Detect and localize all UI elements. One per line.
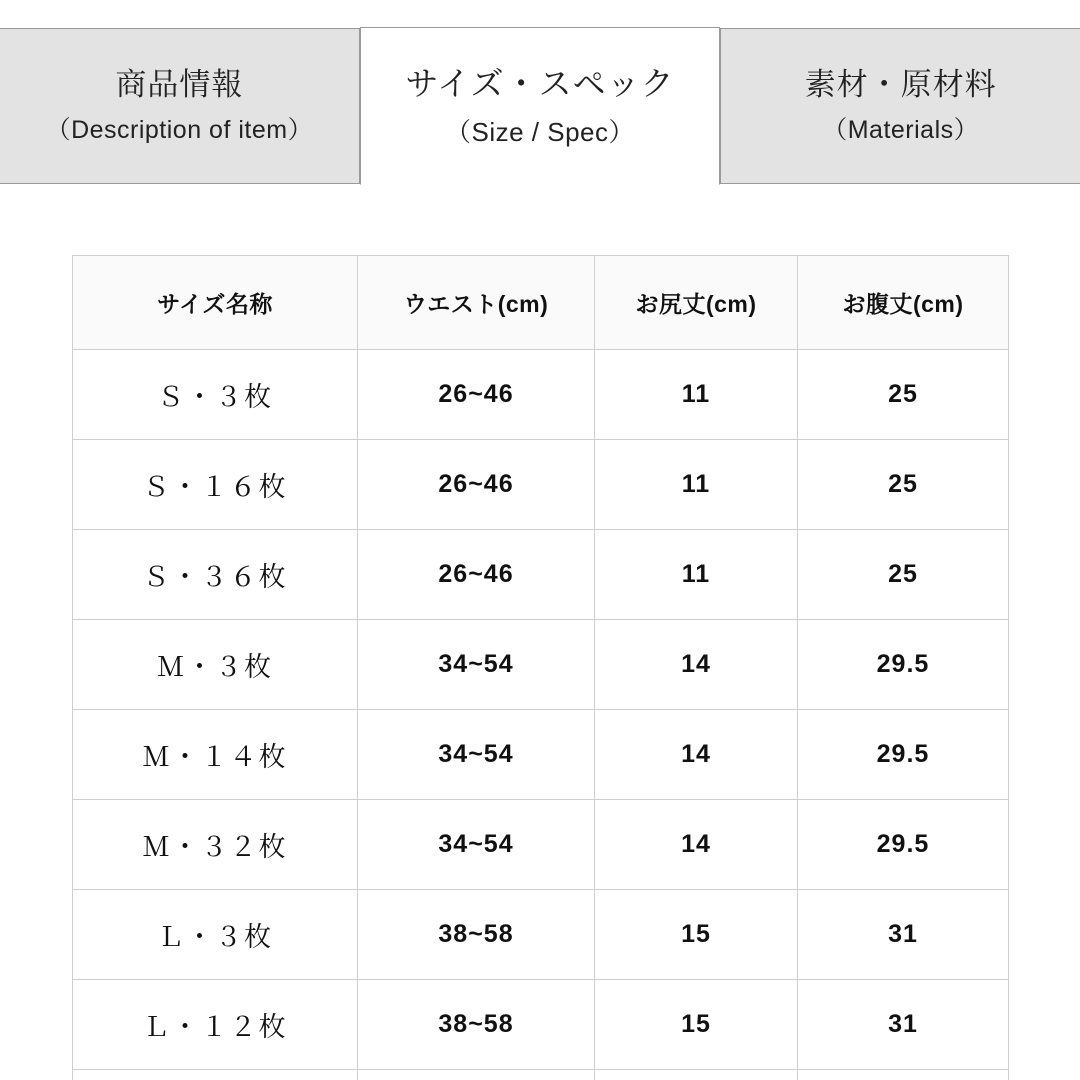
cell-waist: [358, 1070, 595, 1080]
tab-size-spec[interactable]: [360, 27, 721, 185]
cell-size-name: Ｍ・３２枚: [73, 800, 358, 890]
cell-belly-length: [798, 1070, 1009, 1080]
cell-hip-length: 15: [595, 980, 798, 1070]
header-belly-length: お腹丈(cm): [798, 256, 1009, 350]
tab-description[interactable]: [0, 28, 360, 184]
size-table-body: [73, 350, 1009, 1080]
cell-size-name: Ｌ・３枚: [73, 890, 358, 980]
cell-waist: 26~46: [358, 440, 595, 530]
table-row: [73, 530, 1009, 620]
tab-materials-label: 素材・原材料: [804, 67, 997, 103]
cell-hip-length: 11: [595, 440, 798, 530]
cell-size-name: Ｌ・１２枚: [73, 980, 358, 1070]
cell-hip-length: 14: [595, 710, 798, 800]
cell-belly-length: 25: [798, 440, 1009, 530]
size-table: [72, 255, 1009, 1080]
header-size-name: サイズ名称: [73, 256, 358, 350]
top-strip: [0, 0, 1080, 26]
cell-waist: 34~54: [358, 710, 595, 800]
header-hip-length: お尻丈(cm): [595, 256, 798, 350]
cell-belly-length: 31: [798, 890, 1009, 980]
cell-size-name: Ｍ・３枚: [73, 620, 358, 710]
table-row: [73, 890, 1009, 980]
table-row: [73, 980, 1009, 1070]
cell-hip-length: 15: [595, 890, 798, 980]
tab-materials-sublabel: （Materials）: [822, 116, 980, 145]
table-row-partial: [73, 1070, 1009, 1080]
cell-belly-length: 29.5: [798, 800, 1009, 890]
cell-size-name: Ｍ・１４枚: [73, 710, 358, 800]
cell-size-name: [73, 1070, 358, 1080]
cell-waist: 38~58: [358, 890, 595, 980]
cell-waist: 26~46: [358, 350, 595, 440]
tab-bar: [0, 26, 1080, 184]
cell-size-name: Ｓ・１６枚: [73, 440, 358, 530]
cell-belly-length: 25: [798, 530, 1009, 620]
cell-waist: 34~54: [358, 800, 595, 890]
cell-waist: 38~58: [358, 980, 595, 1070]
tab-description-label: 商品情報: [115, 67, 244, 103]
cell-size-name: Ｓ・３６枚: [73, 530, 358, 620]
table-header-row: [73, 256, 1009, 350]
table-row: [73, 620, 1009, 710]
tab-materials[interactable]: [720, 28, 1080, 184]
size-table-container: [72, 255, 1008, 1080]
cell-waist: 26~46: [358, 530, 595, 620]
cell-belly-length: 29.5: [798, 710, 1009, 800]
cell-belly-length: 29.5: [798, 620, 1009, 710]
cell-hip-length: [595, 1070, 798, 1080]
tab-description-sublabel: （Description of item）: [45, 116, 314, 145]
table-row: [73, 440, 1009, 530]
tab-size-spec-sublabel: （Size / Spec）: [445, 116, 636, 147]
cell-waist: 34~54: [358, 620, 595, 710]
table-row: [73, 710, 1009, 800]
cell-size-name: Ｓ・３枚: [73, 350, 358, 440]
cell-hip-length: 14: [595, 620, 798, 710]
cell-hip-length: 14: [595, 800, 798, 890]
tab-size-spec-label: サイズ・スペック: [405, 65, 675, 103]
table-row: [73, 350, 1009, 440]
header-waist: ウエスト(cm): [358, 256, 595, 350]
cell-belly-length: 31: [798, 980, 1009, 1070]
size-table-head: [73, 256, 1009, 350]
cell-belly-length: 25: [798, 350, 1009, 440]
table-row: [73, 800, 1009, 890]
cell-hip-length: 11: [595, 350, 798, 440]
cell-hip-length: 11: [595, 530, 798, 620]
